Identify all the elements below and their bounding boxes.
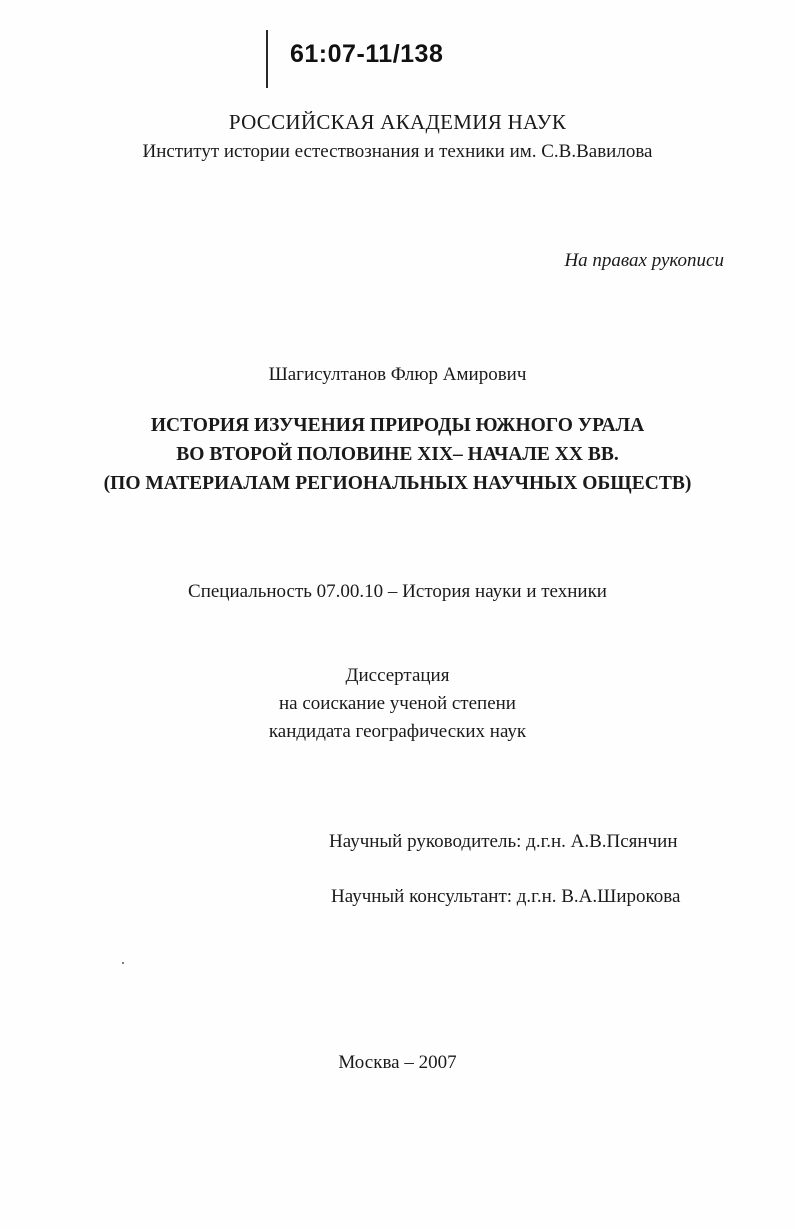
title-line-1: ИСТОРИЯ ИЗУЧЕНИЯ ПРИРОДЫ ЮЖНОГО УРАЛА <box>150 415 645 436</box>
degree-statement <box>0 662 795 746</box>
scientific-consultant: Научный консультант: д.г.н. В.А.Широкова <box>331 886 681 907</box>
institute-name: Институт истории естествознания и техники им. С.В.Вавилова <box>142 141 653 162</box>
specialty: Специальность 07.00.10 – История науки и техники <box>188 581 607 602</box>
degree-line-2: на соискание ученой степени <box>279 693 516 714</box>
city-year: Москва – 2007 <box>338 1052 457 1073</box>
degree-line-1: Диссертация <box>345 665 450 686</box>
rights-note: На правах рукописи <box>564 250 724 271</box>
scan-speck <box>122 962 124 964</box>
dissertation-title <box>0 411 795 498</box>
scientific-supervisor: Научный руководитель: д.г.н. А.В.Псянчин <box>329 831 678 852</box>
author-name: Шагисултанов Флюр Амирович <box>268 364 527 385</box>
catalog-number: 61:07-11/138 <box>290 40 444 68</box>
academy-name: РОССИЙСКАЯ АКАДЕМИЯ НАУК <box>228 110 567 134</box>
title-line-2: ВО ВТОРОЙ ПОЛОВИНЕ XIX– НАЧАЛЕ XX ВВ. <box>176 444 619 465</box>
stamp-vertical-rule <box>266 30 268 88</box>
degree-line-3: кандидата географических наук <box>268 721 527 742</box>
title-line-3: (ПО МАТЕРИАЛАМ РЕГИОНАЛЬНЫХ НАУЧНЫХ ОБЩЕСТВ) <box>103 473 692 494</box>
